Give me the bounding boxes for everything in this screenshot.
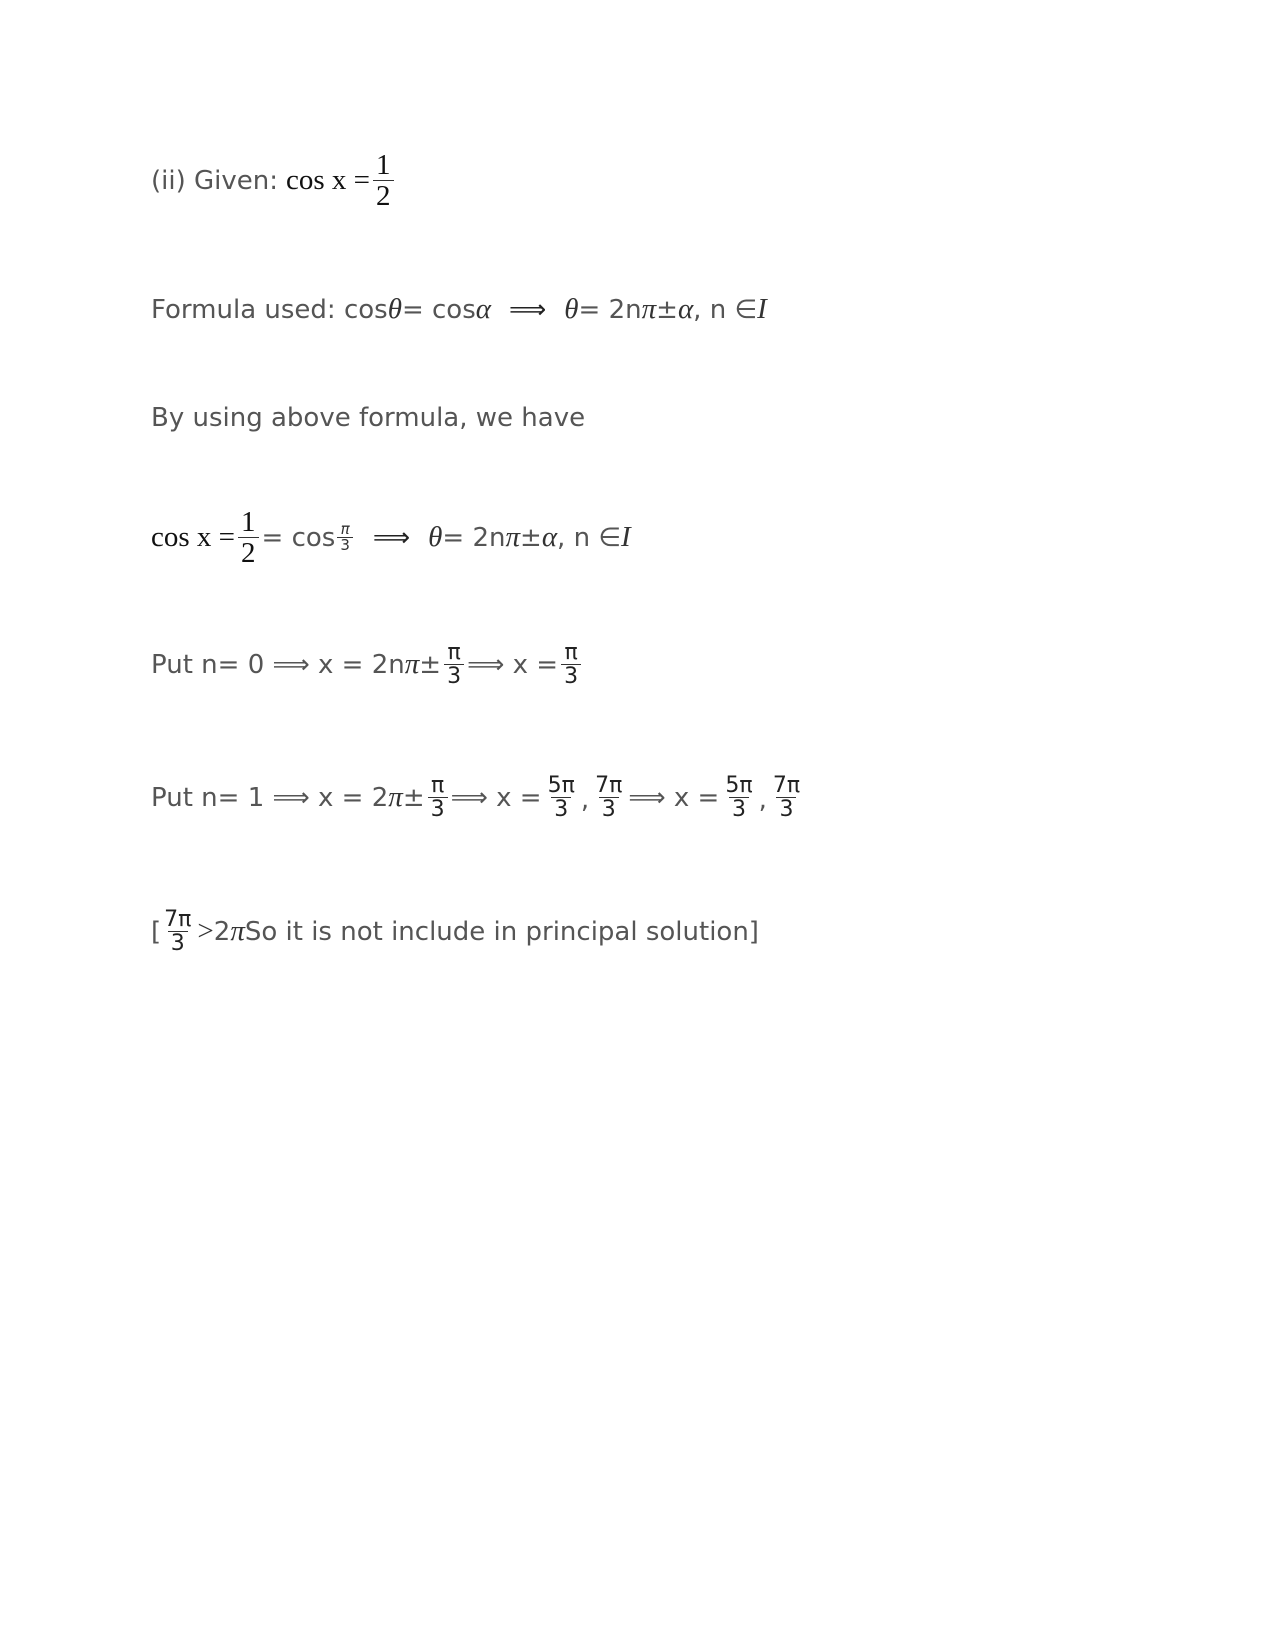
equation-alpha: α	[541, 521, 558, 554]
formula-pm: ±	[656, 294, 678, 325]
formula-text-c: = 2n	[578, 294, 642, 325]
note-fraction	[161, 908, 194, 955]
formula-line	[151, 293, 767, 326]
put-n1-f1-num: π	[430, 773, 445, 798]
put-n1-f3-num: 7π	[595, 773, 623, 798]
put-n1-fraction-4	[722, 774, 755, 821]
given-lhs: cos x =	[286, 164, 371, 197]
note-text-a: 2	[213, 916, 231, 947]
equation-fraction-num: 1	[241, 506, 256, 538]
put-n1-fraction-1	[428, 774, 448, 821]
put-n0-pm: ±	[419, 649, 442, 680]
equation-pi: π	[505, 521, 521, 554]
put-n1-fraction-5	[770, 774, 803, 821]
equation-text-c: , n ∈	[557, 522, 621, 553]
put-n0-f1-den: 3	[444, 664, 464, 688]
note-bracket: [	[151, 916, 162, 947]
put-n0-fraction-2	[561, 641, 581, 688]
equation-tiny-den: 3	[337, 537, 353, 554]
put-n0-f1-num: π	[447, 640, 461, 665]
put-n1-f3-den: 3	[599, 797, 619, 821]
put-n1-f4-num: 5π	[725, 773, 753, 798]
note-pi: π	[230, 915, 245, 948]
given-prefix: (ii) Given:	[151, 165, 278, 196]
note-f-den: 3	[168, 931, 188, 955]
put-n0-f2-den: 3	[561, 664, 581, 688]
put-n1-text-b: ⟹ x =	[450, 782, 542, 813]
formula-theta-2: θ	[564, 293, 579, 325]
formula-arrow: ⟹	[509, 294, 547, 325]
put-n1-fraction-2	[545, 774, 578, 821]
note-line	[151, 908, 759, 955]
put-n1-f4-den: 3	[729, 797, 749, 821]
equation-text-b: = 2n	[442, 522, 506, 553]
note-gt: >	[197, 915, 214, 948]
put-n1-pm: ±	[402, 782, 425, 813]
equation-lhs: cos x =	[151, 521, 236, 554]
given-fraction-den: 2	[373, 180, 394, 211]
put-n1-f5-num: 7π	[772, 773, 801, 798]
equation-fraction	[238, 507, 259, 569]
equation-tiny-num: π	[340, 519, 350, 538]
put-n1-text-c: ⟹ x =	[628, 782, 720, 813]
put-n1-comma-2: ,	[758, 785, 767, 816]
put-n1-pi: π	[388, 781, 403, 814]
formula-text-a: Formula used: cos	[151, 294, 388, 325]
note-text-b: So it is not include in principal solution]	[244, 916, 759, 947]
put-n1-fraction-3	[592, 774, 625, 821]
intro-line	[151, 403, 585, 433]
equation-text-a: = cos	[261, 522, 336, 553]
put-n1-text-a: Put n= 1 ⟹ x = 2	[151, 782, 389, 813]
put-n1-f5-den: 3	[776, 797, 796, 821]
put-n0-f2-num: π	[564, 640, 578, 665]
put-n0-fraction-1	[444, 641, 464, 688]
put-n1-f2-num: 5π	[547, 773, 575, 798]
equation-line	[151, 507, 631, 569]
equation-pm: ±	[520, 522, 542, 553]
formula-pi: π	[641, 293, 657, 325]
given-line	[151, 150, 397, 212]
formula-text-d: , n ∈	[693, 294, 758, 325]
equation-fraction-den: 2	[238, 537, 259, 568]
put-n1-line	[151, 774, 806, 821]
put-n0-text-a: Put n= 0 ⟹ x = 2n	[151, 649, 405, 680]
equation-theta: θ	[428, 521, 443, 554]
given-fraction	[373, 150, 394, 212]
equation-tiny-fraction	[337, 519, 353, 555]
note-f-num: 7π	[164, 907, 192, 932]
put-n0-pi: π	[404, 648, 420, 681]
formula-text-b: = cos	[401, 294, 476, 325]
formula-set: I	[757, 293, 767, 325]
put-n1-comma-1: ,	[580, 785, 590, 816]
formula-alpha-2: α	[677, 293, 694, 325]
intro-text: By using above formula, we have	[151, 403, 586, 433]
equation-arrow: ⟹	[372, 522, 411, 553]
put-n0-text-b: ⟹ x =	[467, 649, 559, 680]
formula-alpha: α	[475, 293, 491, 325]
put-n1-f1-den: 3	[428, 797, 448, 821]
put-n1-f2-den: 3	[551, 797, 571, 821]
equation-set: I	[620, 521, 631, 554]
put-n0-line	[151, 641, 584, 688]
formula-theta: θ	[387, 293, 402, 325]
given-fraction-num: 1	[376, 149, 391, 181]
